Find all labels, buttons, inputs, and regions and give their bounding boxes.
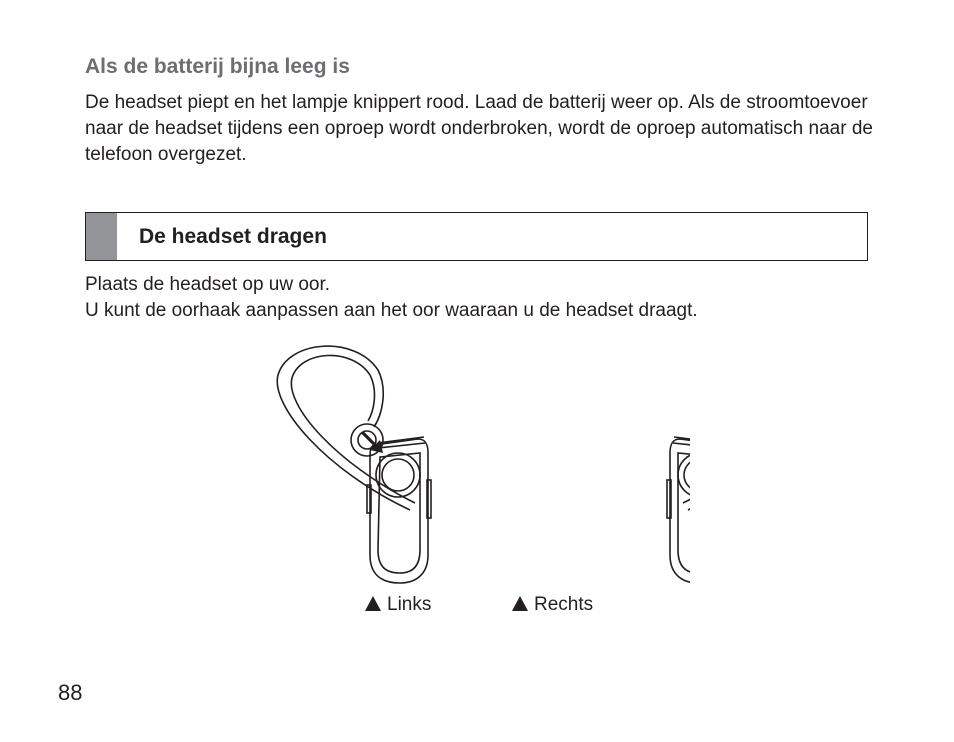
- section-header-box: [85, 212, 868, 261]
- caption-right: [512, 594, 593, 616]
- right-headset-illustration: [667, 346, 690, 583]
- wearing-instructions: [85, 272, 698, 324]
- left-headset-illustration: [277, 346, 431, 583]
- left-rotation-arrow-icon: [362, 432, 383, 453]
- caption-left-label: Links: [387, 594, 432, 615]
- caption-right-label: Rechts: [534, 594, 594, 615]
- section-tab-marker: [86, 213, 117, 260]
- battery-paragraph: De headset piept en het lampje knippert rood. Laad de batterij weer op. Als de stroomtoevoer naar de headset tijdens een oproep wordt onderbroken, wordt de oproep automatisch naar de telefoon overgezet.: [85, 92, 873, 165]
- page-number: 88: [58, 680, 83, 705]
- caption-left: [365, 594, 431, 616]
- triangle-up-icon: [512, 596, 528, 611]
- battery-heading: Als de batterij bijna leeg is: [85, 55, 350, 78]
- section-title: De headset dragen: [139, 225, 327, 248]
- triangle-up-icon: [365, 596, 381, 611]
- headset-illustration: [270, 335, 690, 595]
- instruction-line-1: Plaats de headset op uw oor.: [85, 274, 331, 295]
- instruction-line-2: U kunt de oorhaak aanpassen aan het oor waaraan u de headset draagt.: [85, 300, 698, 321]
